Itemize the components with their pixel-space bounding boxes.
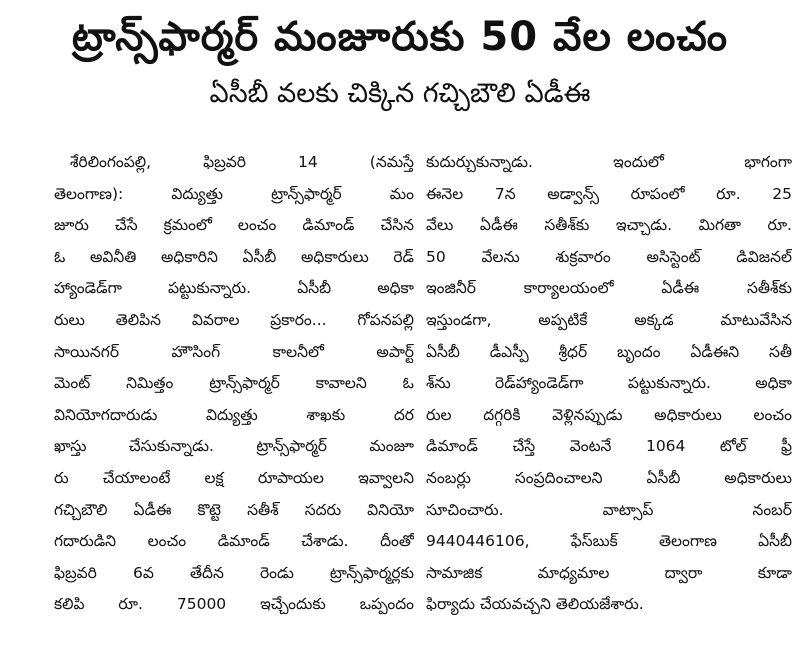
article-column-right xyxy=(426,147,792,621)
article-line: ఏసీబీ డీఎస్పీ శ్రీధర్ బృందం ఏడీఈని సతీ xyxy=(426,342,792,361)
article-line: సాయినగర్ హౌసింగ్ కాలనీలో అపార్ట్ xyxy=(54,342,414,361)
article-line: మెంట్ నిమిత్తం ట్రాన్స్‌ఫార్మర్ కావాలని ఓ xyxy=(54,374,414,393)
article-line: శ్‌ను రెడ్‌హ్యాండెడ్‌గా పట్టుకున్నారు. అధికా xyxy=(426,374,792,393)
article-line: ఓ అవినీతి అధికారిని ఏసీబీ అధికారులు రెడ్ xyxy=(54,247,414,266)
article-line: వినియోగదారుడు విద్యుత్తు శాఖకు దర xyxy=(54,405,414,424)
article-line: ఇంజినీర్ కార్యాలయంలో ఏడీఈ సతీశ్‌కు xyxy=(426,279,792,298)
article-line: ఇస్తుండగా, అప్పటికే అక్కడ మాటువేసిన xyxy=(426,310,792,329)
article-line: ఈనెల 7న అడ్వాన్స్ రూపంలో రూ. 25 xyxy=(426,184,792,203)
article-line: సూచించారు. వాట్సాప్ నంబర్ xyxy=(426,500,792,519)
headline: ట్రాన్స్‌ఫార్మర్ మంజూరుకు 50 వేల లంచం xyxy=(71,14,729,60)
article-line: 50 వేలను శుక్రవారం అసిస్టెంట్ డివిజనల్ xyxy=(426,247,792,266)
article-line: ఫిర్యాదు చేయవచ్చని తెలియజేశారు. xyxy=(426,595,644,614)
article-line: ఫిబ్రవరి 6వ తేదీన రెండు ట్రాన్స్‌ఫార్మర్లకు xyxy=(54,563,414,582)
article-line: నంబర్లు సంప్రదించాలని ఏసీబీ అధికారులు xyxy=(426,468,792,487)
article-column-left xyxy=(54,147,414,621)
article-line: డిమాండ్ చేస్తే వెంటనే 1064 టోల్ ఫ్రీ xyxy=(426,437,792,456)
subheadline: ఏసీబీ వలకు చిక్కిన గచ్చిబౌలి ఏడీఈ xyxy=(209,78,591,109)
article-line: గచ్చిబౌలి ఏడీఈ కొట్టె సతీశ్ సదరు వినియో xyxy=(54,500,414,519)
article-line: సామాజిక మాధ్యమాల ద్వారా కూడా xyxy=(426,563,792,582)
article-line: ఖాస్తు చేసుకున్నాడు. ట్రాన్స్‌ఫార్మర్ మంజూ xyxy=(54,437,414,456)
article-line: జూరు చేసే క్రమంలో లంచం డిమాండ్ చేసిన xyxy=(54,216,414,235)
article-line: రులు తెలిపిన వివరాల ప్రకారం... గోపనపల్లి xyxy=(54,310,414,329)
article-line: కుదుర్చుకున్నాడు. ఇందులో భాగంగా xyxy=(426,153,792,171)
article-line: హ్యాండెడ్‌గా పట్టుకున్నారు. ఏసీబీ అధికా xyxy=(54,279,414,298)
article-line: శేరిలింగంపల్లి, ఫిబ్రవరి 14 (నమస్తే xyxy=(70,153,414,171)
article-line: రుల దగ్గరికి వెళ్లినప్పుడు అధికారులు లంచం xyxy=(426,405,792,424)
article-line: గదారుడిని లంచం డిమాండ్ చేశాడు. దీంతో xyxy=(54,532,414,551)
article-line: రు చేయాలంటే లక్ష రూపాయల ఇవ్వాలని xyxy=(54,468,414,487)
article-line: 9440446106, ఫేస్‌బుక్ తెలంగాణ ఏసీబీ xyxy=(426,532,792,551)
article-line: తెలంగాణ): విద్యుత్తు ట్రాన్స్‌ఫార్మర్ మం xyxy=(54,184,414,203)
article-line: వేలు ఏడీఈ సతీశ్‌కు ఇచ్చాడు. మిగతా రూ. xyxy=(426,216,792,235)
article-line: కలిపి రూ. 75000 ఇచ్చేందుకు ఒప్పందం xyxy=(54,595,414,614)
